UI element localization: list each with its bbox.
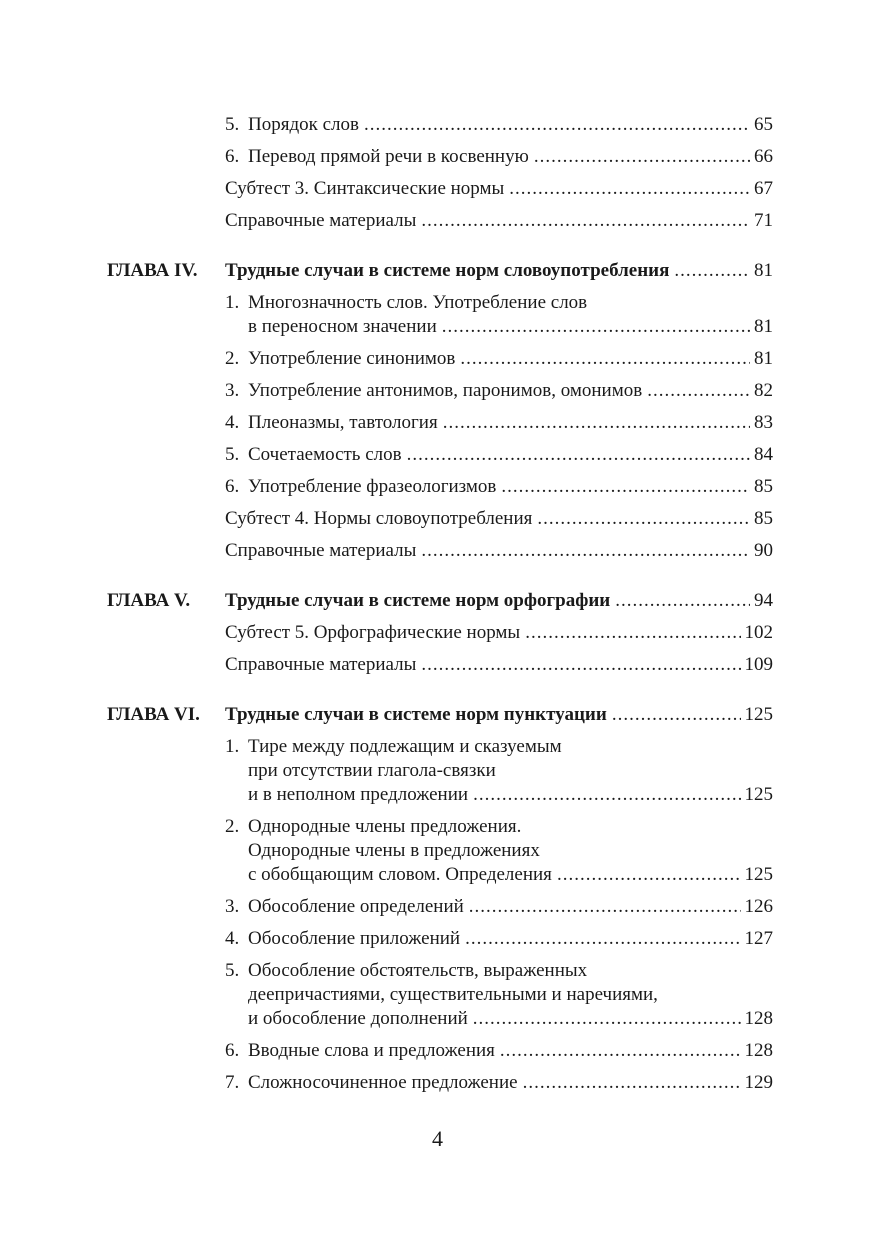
entry-number: 6. [225, 476, 240, 497]
entry-title: Обособление приложений [248, 928, 461, 949]
entry-number: 3. [225, 380, 240, 401]
entry-title: Перевод прямой речи в косвенную [248, 146, 529, 167]
entry-title: и обособление дополнений [248, 1008, 468, 1029]
entry-page: 127 [744, 928, 773, 949]
toc-entry[interactable] [225, 1039, 773, 1071]
entry-number: 7. [225, 1072, 240, 1093]
chapter-label: ГЛАВА IV. [107, 260, 198, 281]
entry-number: 5. [225, 960, 240, 981]
toc-entry[interactable] [225, 145, 773, 177]
chapter-label: ГЛАВА V. [107, 590, 191, 611]
toc-entry[interactable] [225, 443, 773, 475]
toc-entry[interactable] [225, 927, 773, 959]
entry-number: 5. [225, 444, 240, 465]
entry-number: 1. [225, 292, 240, 313]
entry-page: 81 [754, 316, 773, 337]
toc-entry[interactable] [225, 539, 773, 571]
chapter-heading-vi[interactable] [107, 703, 773, 735]
entry-title: Употребление фразеологизмов [248, 476, 497, 497]
entry-number: 4. [225, 412, 240, 433]
entry-title: Сложносочиненное предложение [248, 1072, 518, 1093]
toc-entry[interactable] [225, 815, 773, 895]
toc-entry[interactable] [225, 735, 773, 815]
entry-title: Справочные материалы [225, 540, 417, 561]
entry-page: 71 [754, 210, 773, 231]
toc-entry[interactable] [225, 177, 773, 209]
chapter-page: 94 [754, 590, 773, 611]
chapter-label: ГЛАВА VI. [107, 704, 200, 725]
entry-page: 65 [754, 114, 773, 135]
entry-title-line: Однородные члены в предложениях [248, 840, 540, 861]
entry-title: и в неполном предложении [248, 784, 469, 805]
entry-number: 2. [225, 348, 240, 369]
page-number: 4 [432, 1126, 443, 1151]
toc-entry[interactable] [225, 1071, 773, 1103]
entry-number: 2. [225, 816, 240, 837]
entry-title: в переносном значении [248, 316, 437, 337]
entry-title-line: деепричастиями, существительными и наречиями, [248, 984, 658, 1005]
entry-number: 6. [225, 146, 240, 167]
chapter-heading-v[interactable] [107, 589, 773, 621]
toc-entry[interactable] [225, 379, 773, 411]
entry-title: Справочные материалы [225, 210, 417, 231]
entry-title: с обобщающим словом. Определения [248, 864, 552, 885]
entry-page: 126 [744, 896, 773, 917]
entry-title-line: Обособление обстоятельств, выраженных [248, 960, 588, 981]
toc-entry[interactable] [225, 291, 773, 347]
entry-number: 5. [225, 114, 240, 135]
entry-page: 85 [754, 476, 773, 497]
chapter-title: Трудные случаи в системе норм пунктуации [225, 704, 607, 725]
chapter-title: Трудные случаи в системе норм орфографии [225, 590, 611, 611]
entry-page: 129 [744, 1072, 773, 1093]
entry-title: Порядок слов [248, 114, 359, 135]
entry-title: Употребление антонимов, паронимов, омонимов [248, 380, 643, 401]
toc-entry[interactable] [225, 959, 773, 1039]
table-of-contents [107, 113, 773, 1103]
chapter-title: Трудные случаи в системе норм словоупотребления [225, 260, 670, 281]
entry-title-line: Тире между подлежащим и сказуемым [248, 736, 562, 757]
entry-number: 4. [225, 928, 240, 949]
entry-page: 90 [754, 540, 773, 561]
entry-page: 81 [754, 348, 773, 369]
entry-page: 82 [754, 380, 773, 401]
entry-page: 67 [754, 178, 773, 199]
entry-page: 84 [754, 444, 773, 465]
entry-page: 102 [744, 622, 773, 643]
entry-title: Субтест 3. Синтаксические нормы [225, 178, 505, 199]
entry-title: Сочетаемость слов [248, 444, 402, 465]
entry-number: 6. [225, 1040, 240, 1061]
entry-title: Субтест 5. Орфографические нормы [225, 622, 521, 643]
entry-title: Плеоназмы, тавтология [248, 412, 438, 433]
entry-title: Употребление синонимов [248, 348, 456, 369]
toc-entry[interactable] [225, 507, 773, 539]
entry-number: 3. [225, 896, 240, 917]
toc-entry[interactable] [225, 411, 773, 443]
chapter-page: 125 [744, 704, 773, 725]
toc-entry[interactable] [225, 653, 773, 685]
toc-entry[interactable] [225, 209, 773, 241]
toc-entry[interactable] [225, 347, 773, 379]
chapter-page: 81 [754, 260, 773, 281]
entry-page: 66 [754, 146, 773, 167]
entry-title-line: Многозначность слов. Употребление слов [248, 292, 588, 313]
entry-page: 109 [744, 654, 773, 675]
entry-title: Обособление определений [248, 896, 464, 917]
entry-title-line: Однородные члены предложения. [248, 816, 522, 837]
entry-page: 85 [754, 508, 773, 529]
toc-entry[interactable] [225, 113, 773, 145]
entry-title: Вводные слова и предложения [248, 1040, 495, 1061]
entry-title: Справочные материалы [225, 654, 417, 675]
entry-page: 125 [744, 784, 773, 805]
toc-entry[interactable] [225, 475, 773, 507]
entry-page: 125 [744, 864, 773, 885]
entry-title: Субтест 4. Нормы словоупотребления [225, 508, 533, 529]
chapter-heading-iv[interactable] [107, 259, 773, 291]
toc-entry[interactable] [225, 621, 773, 653]
entry-title-line: при отсутствии глагола-связки [248, 760, 496, 781]
toc-entry[interactable] [225, 895, 773, 927]
entry-page: 128 [744, 1040, 773, 1061]
entry-page: 128 [744, 1008, 773, 1029]
entry-page: 83 [754, 412, 773, 433]
entry-number: 1. [225, 736, 240, 757]
